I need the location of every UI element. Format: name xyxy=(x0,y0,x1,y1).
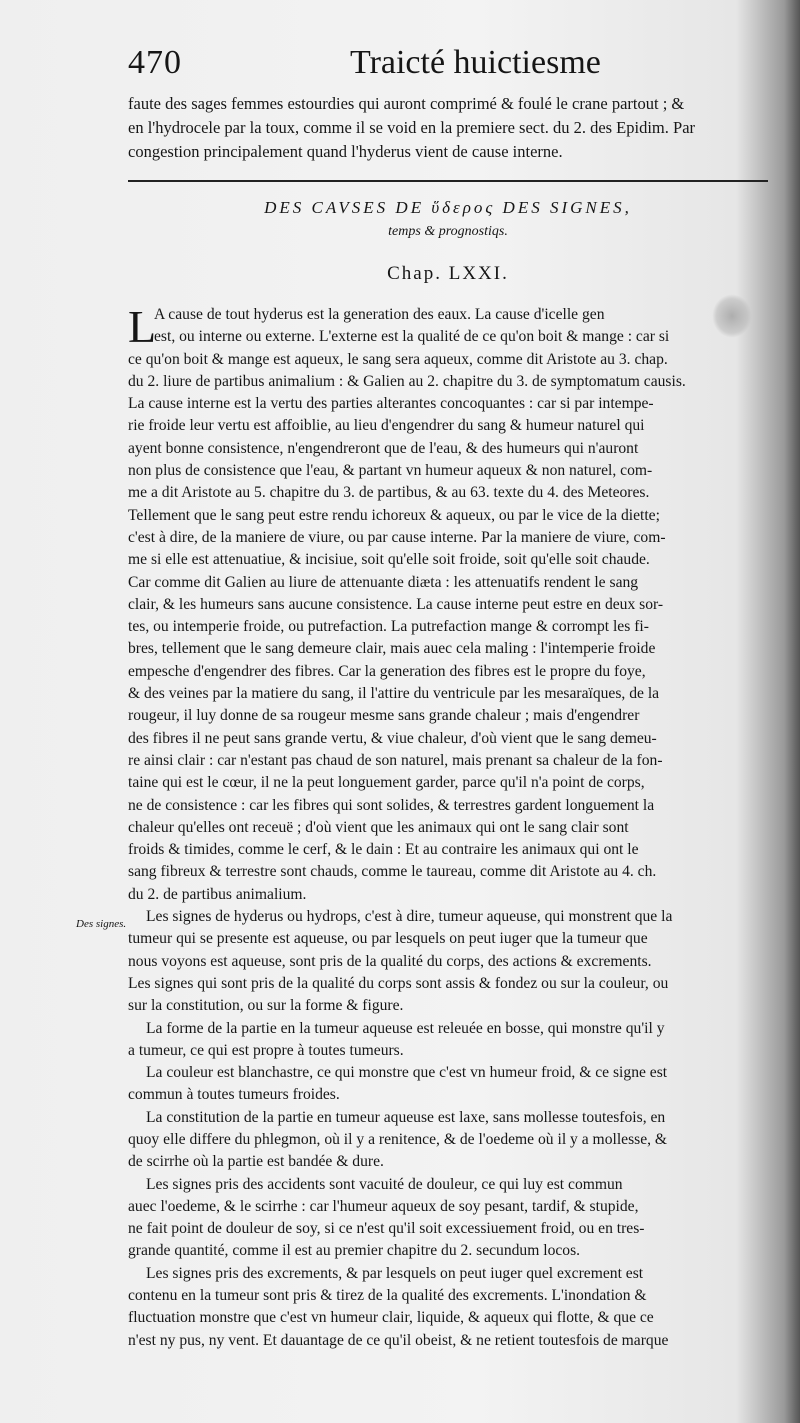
text-line: Les signes pris des accidents sont vacuité de douleur, ce qui luy est commun xyxy=(146,1175,623,1193)
text-line: du 2. de partibus animalium. xyxy=(128,885,307,903)
page-number: 470 xyxy=(128,44,182,81)
text-line: est, ou interne ou externe. L'externe est la qualité de ce qu'on boit & mange : car si xyxy=(154,328,670,346)
text-line: grande quantité, comme il est au premier chapitre du 2. secundum locos. xyxy=(128,1242,581,1260)
text-line: taine qui est le cœur, il ne la peut longuement garder, parce qu'il n'a point de corps, xyxy=(128,774,645,792)
text-line: congestion principalement quand l'hyderus vient de cause interne. xyxy=(128,142,563,161)
text-line: nous voyons est aqueuse, sont pris de la qualité du corps, des actions & excrements. xyxy=(128,952,652,970)
text-line: chaleur qu'elles ont receuë ; d'où vient que les animaux qui ont le sang clair sont xyxy=(128,818,629,836)
drop-cap: L xyxy=(128,301,157,352)
text-line: re ainsi clair : car n'estant pas chaud de son naturel, mais prenant sa chaleur de la fon- xyxy=(128,751,663,769)
text-line: du 2. liure de partibus animalium : & Galien au 2. chapitre du 3. de symptomatum causis. xyxy=(128,372,686,390)
text-line: La couleur est blanchastre, ce qui monstre que c'est vn humeur froid, & ce signe est xyxy=(146,1064,668,1082)
section-subtitle: temps & prognostiqs. xyxy=(388,224,508,239)
text-line: empesche d'engendrer des fibres. Car la generation des fibres est le propre du foye, xyxy=(128,662,646,680)
section-title: DES CAVSES DE ὕδερος DES SIGNES, xyxy=(264,198,632,217)
text-line: auec l'oedeme, & le scirrhe : car l'humeur aqueux de soy pesant, tardif, & stupide, xyxy=(128,1197,639,1215)
text-line: rougeur, il luy donne de sa rougeur mesme sans grande chaleur ; mais d'engendrer xyxy=(128,707,640,725)
text-line: La cause interne est la vertu des parties alterantes concoquantes : car si par intempe- xyxy=(128,395,654,413)
text-line: tumeur qui se presente est aqueuse, ou par lesquels on peut iuger que la tumeur que xyxy=(128,930,648,948)
text-line: ayent bonne consistence, n'engendreront que de l'eau, & des humeurs qui n'auront xyxy=(128,439,639,457)
section-rule xyxy=(128,180,768,182)
chapter-body xyxy=(128,301,768,1352)
text-line: rie froide leur vertu est affoiblie, au lieu d'engendrer du sang & humeur naturel qui xyxy=(128,417,645,435)
text-line: Car comme dit Galien au liure de attenuante diæta : les attenuatifs rendent le sang xyxy=(128,573,639,591)
text-line: A cause de tout hyderus est la generation des eaux. La cause d'icelle gen xyxy=(154,306,605,323)
text-line: des fibres il ne peut sans grande vertu, & viue chaleur, d'où vient que le sang demeu- xyxy=(128,729,657,747)
text-line: fluctuation monstre que c'est vn humeur clair, liquide, & aqueux qui flotte, & que ce xyxy=(128,1309,654,1327)
text-line: c'est à dire, de la maniere de viure, ou par cause interne. Par la maniere de viure, com- xyxy=(128,528,666,546)
text-line: commun à toutes tumeurs froides. xyxy=(128,1086,340,1104)
text-line: me a dit Aristote au 5. chapitre du 3. de partibus, & au 63. texte du 4. des Meteores. xyxy=(128,484,650,502)
text-line: contenu en la tumeur sont pris & tirez de la qualité des excrements. L'inondation & xyxy=(128,1287,647,1305)
page-header xyxy=(128,44,768,84)
text-line: clair, & les humeurs sans aucune consistence. La cause interne peut estre en deux sor- xyxy=(128,595,664,613)
text-line: a tumeur, ce qui est propre à toutes tumeurs. xyxy=(128,1041,404,1059)
continuation-paragraph xyxy=(128,92,768,164)
text-line: Les signes pris des excrements, & par lesquels on peut iuger quel excrement est xyxy=(146,1264,644,1282)
text-line: ce qu'on boit & mange est aqueux, le sang sera aqueux, comme dit Aristote au 3. chap. xyxy=(128,350,668,368)
text-line: en l'hydrocele par la toux, comme il se void en la premiere sect. du 2. des Epidim. Par xyxy=(128,118,696,137)
text-line: sur la constitution, ou sur la forme & figure. xyxy=(128,997,404,1015)
text-line: Les signes qui sont pris de la qualité du corps sont assis & fondez ou sur la couleur, ou xyxy=(128,974,669,992)
text-line: & des veines par la matiere du sang, il l'attire du ventricule par les mesaraïques, de la xyxy=(128,685,660,703)
running-title: Traicté huictiesme xyxy=(350,44,601,81)
text-line: Les signes de hyderus ou hydrops, c'est à dire, tumeur aqueuse, qui monstrent que la xyxy=(146,908,673,926)
text-line: faute des sages femmes estourdies qui auront comprimé & foulé le crane partout ; & xyxy=(128,94,685,113)
text-line: de scirrhe où la partie est bandée & dure. xyxy=(128,1153,384,1171)
text-line: quoy elle differe du phlegmon, où il y a renitence, & de l'oedeme où il y a mollesse, & xyxy=(128,1130,668,1148)
chapter-heading: Chap. LXXI. xyxy=(387,263,509,284)
text-line: tes, ou intemperie froide, ou putrefaction. La putrefaction mange & corrompt les fi- xyxy=(128,618,649,636)
text-line: La constitution de la partie en tumeur aqueuse est laxe, sans mollesse toutesfois, en xyxy=(146,1108,666,1126)
text-line: ne de consistence : car les fibres qui sont solides, & terrestres gardent longuement la xyxy=(128,796,655,814)
text-line: n'est ny pus, ny vent. Et dauantage de ce qu'il obeist, & ne retient toutesfois de marque xyxy=(128,1331,669,1349)
text-line: me si elle est attenuatiue, & incisiue, soit qu'elle soit froide, soit qu'elle soit chaude. xyxy=(128,551,650,569)
text-line: non plus de consistence que l'eau, & partant vn humeur aqueux & non naturel, com- xyxy=(128,462,653,480)
text-line: froids & timides, comme le cerf, & le dain : Et au contraire les animaux qui ont le xyxy=(128,841,639,859)
text-line: sang fibreux & terrestre sont chauds, comme le taureau, comme dit Aristote au 4. ch. xyxy=(128,863,657,881)
text-line: La forme de la partie en la tumeur aqueuse est releuée en bosse, qui monstre qu'il y xyxy=(146,1019,665,1037)
margin-note: Des signes. xyxy=(76,918,127,930)
text-line: bres, tellement que le sang demeure clair, mais auec cela maling : l'intemperie froide xyxy=(128,640,656,658)
text-line: Tellement que le sang peut estre rendu ichoreux & aqueux, ou par le vice de la diette; xyxy=(128,506,660,524)
text-line: ne fait point de douleur de soy, si ce n'est qu'il soit excessiuement froid, ou en tres- xyxy=(128,1220,645,1238)
